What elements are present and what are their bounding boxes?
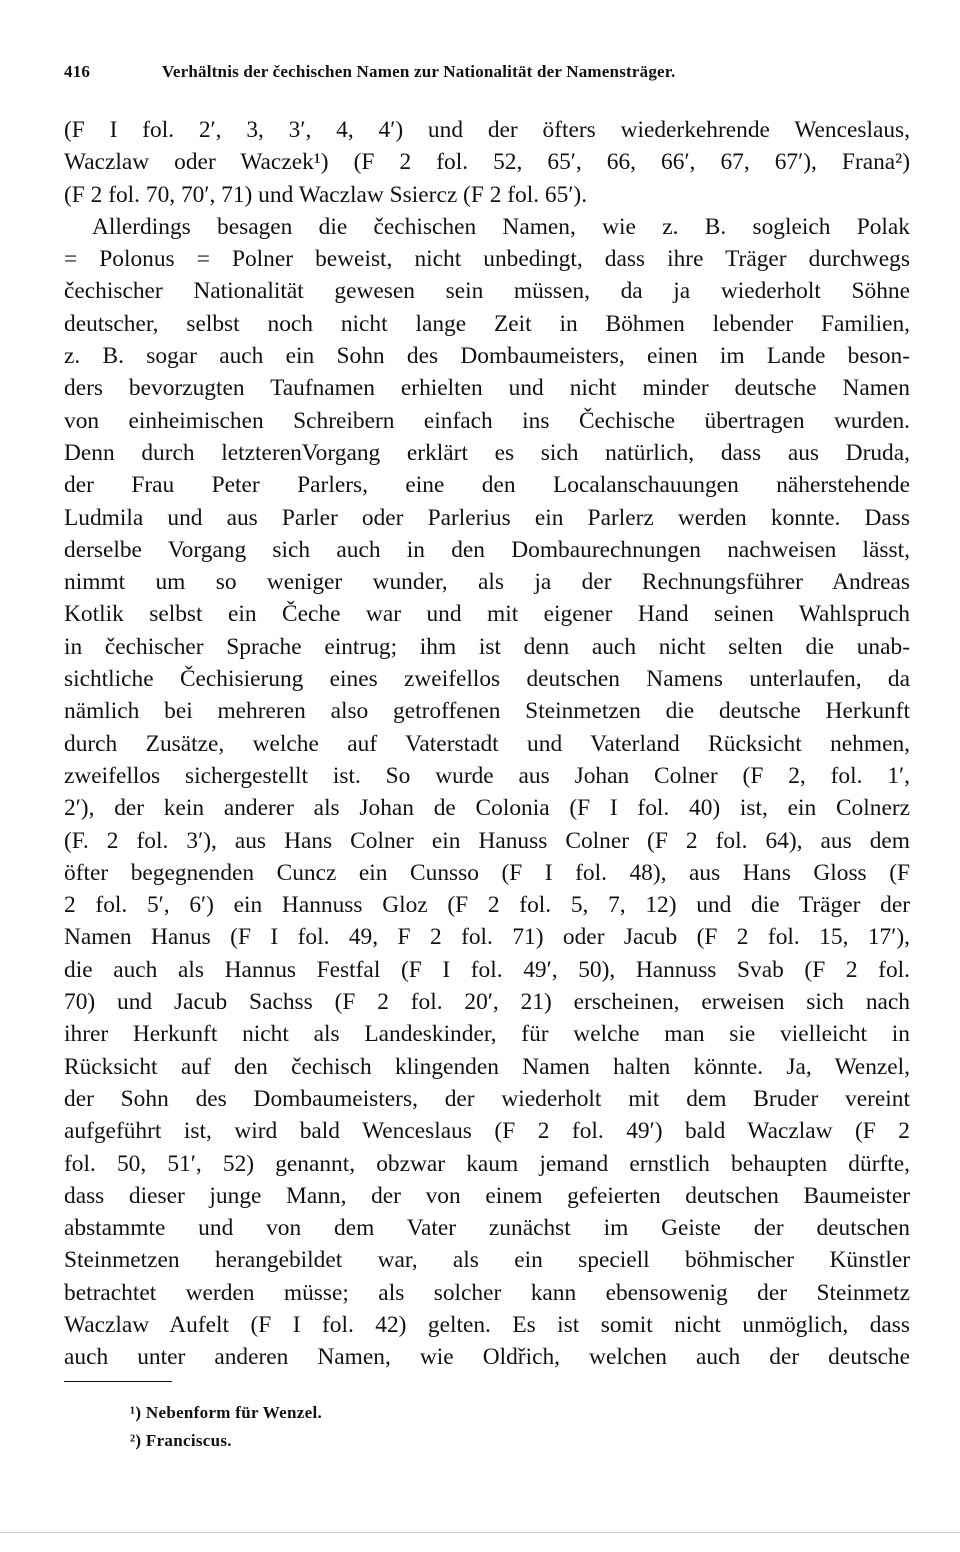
text-line: 2′), der kein anderer als Johan de Colonia (F I fol. 40) ist, ein Colnerz [64, 795, 910, 822]
text-line: durch Zusätze, welche auf Vaterstadt und Vaterland Rücksicht nehmen, [64, 730, 910, 757]
text-line: betrachtet werden müsse; als solcher kann ebensowenig der Steinmetz [64, 1279, 910, 1306]
text-line: in čechischer Sprache eintrug; ihm ist denn auch nicht selten die unab- [64, 633, 910, 660]
page-number: 416 [64, 62, 91, 81]
footnote-divider [64, 1381, 172, 1382]
text-line: öfter begegnenden Cuncz ein Cunsso (F I fol. 48), aus Hans Gloss (F [64, 859, 910, 886]
text-line: fol. 50, 51′, 52) genannt, obzwar kaum jemand ernstlich behaupten dürfte, [64, 1150, 910, 1177]
text-line: z. B. sogar auch ein Sohn des Dombaumeisters, einen im Lande beson- [64, 343, 910, 370]
text-line: Kotlik selbst ein Čeche war und mit eigener Hand seinen Wahlspruch [64, 601, 910, 628]
text-line: sichtliche Čechisierung eines zweifellos deutschen Namens unterlaufen, da [64, 666, 910, 693]
text-line: ihrer Herkunft nicht als Landeskinder, für welche man sie vielleicht in [64, 1021, 910, 1048]
text-line: 2 fol. 5′, 6′) ein Hannuss Gloz (F 2 fol. 5, 7, 12) und die Träger der [64, 892, 910, 919]
text-line: Waczlaw Aufelt (F I fol. 42) gelten. Es ist somit nicht unmöglich, dass [64, 1311, 910, 1338]
text-line: der Sohn des Dombaumeisters, der wiederholt mit dem Bruder vereint [64, 1085, 910, 1112]
footnote-2: ²) Franciscus. [130, 1431, 232, 1450]
text-line: ders bevorzugten Taufnamen erhielten und nicht minder deutsche Namen [64, 375, 910, 402]
footnote-1: ¹) Nebenform für Wenzel. [130, 1403, 323, 1422]
text-line: deutscher, selbst noch nicht lange Zeit in Böhmen lebender Familien, [64, 310, 910, 337]
page-edge-line [0, 1532, 960, 1533]
text-line: Denn durch letzterenVorgang erklärt es sich natürlich, dass aus Druda, [64, 439, 910, 466]
text-line: nimmt um so weniger wunder, als ja der Rechnungsführer Andreas [64, 569, 910, 596]
text-line: Rücksicht auf den čechisch klingenden Namen halten könnte. Ja, Wenzel, [64, 1053, 910, 1080]
text-line: auch unter anderen Namen, wie Oldřich, welchen auch der deutsche [64, 1344, 910, 1371]
text-line: aufgeführt ist, wird bald Wenceslaus (F 2 fol. 49′) bald Waczlaw (F 2 [64, 1118, 910, 1145]
text-line: der Frau Peter Parlers, eine den Localanschauungen näherstehende [64, 472, 910, 499]
text-line: dass dieser junge Mann, der von einem gefeierten deutschen Baumeister [64, 1182, 910, 1209]
text-line: abstammte und von dem Vater zunächst im Geiste der deutschen [64, 1215, 910, 1242]
text-line: = Polonus = Polner beweist, nicht unbedingt, dass ihre Träger durchwegs [64, 246, 910, 273]
text-line: von einheimischen Schreibern einfach ins Čechische übertragen wurden. [64, 407, 910, 434]
text-line: Ludmila und aus Parler oder Parlerius ein Parlerz werden konnte. Dass [64, 504, 910, 531]
text-line: Waczlaw oder Waczek¹) (F 2 fol. 52, 65′, 66, 66′, 67, 67′), Frana²) [64, 149, 910, 176]
running-title: Verhältnis der čechischen Namen zur Nationalität der Namensträger. [162, 62, 676, 81]
body-text [64, 114, 910, 1374]
text-line: Steinmetzen herangebildet war, als ein speciell böhmischer Künstler [64, 1247, 910, 1274]
text-line: nämlich bei mehreren also getroffenen Steinmetzen die deutsche Herkunft [64, 698, 910, 725]
text-line: Namen Hanus (F I fol. 49, F 2 fol. 71) oder Jacub (F 2 fol. 15, 17′), [64, 924, 910, 951]
text-line: (F. 2 fol. 3′), aus Hans Colner ein Hanuss Colner (F 2 fol. 64), aus dem [64, 827, 910, 854]
text-line: (F I fol. 2′, 3, 3′, 4, 4′) und der öfters wiederkehrende Wenceslaus, [64, 117, 910, 143]
text-line: 70) und Jacub Sachss (F 2 fol. 20′, 21) erscheinen, erweisen sich nach [64, 989, 910, 1016]
text-line: čechischer Nationalität gewesen sein müssen, da ja wiederholt Söhne [64, 278, 910, 305]
text-line: die auch als Hannus Festfal (F I fol. 49′, 50), Hannuss Svab (F 2 fol. [64, 956, 910, 983]
running-header [64, 62, 910, 82]
text-line: (F 2 fol. 70, 70′, 71) und Waczlaw Ssiercz (F 2 fol. 65′). [64, 181, 588, 208]
text-line: Allerdings besagen die čechischen Namen, wie z. B. sogleich Polak [92, 213, 910, 240]
text-line: derselbe Vorgang sich auch in den Dombaurechnungen nachweisen lässt, [64, 536, 910, 563]
text-line: zweifellos sichergestellt ist. So wurde aus Johan Colner (F 2, fol. 1′, [64, 762, 910, 789]
